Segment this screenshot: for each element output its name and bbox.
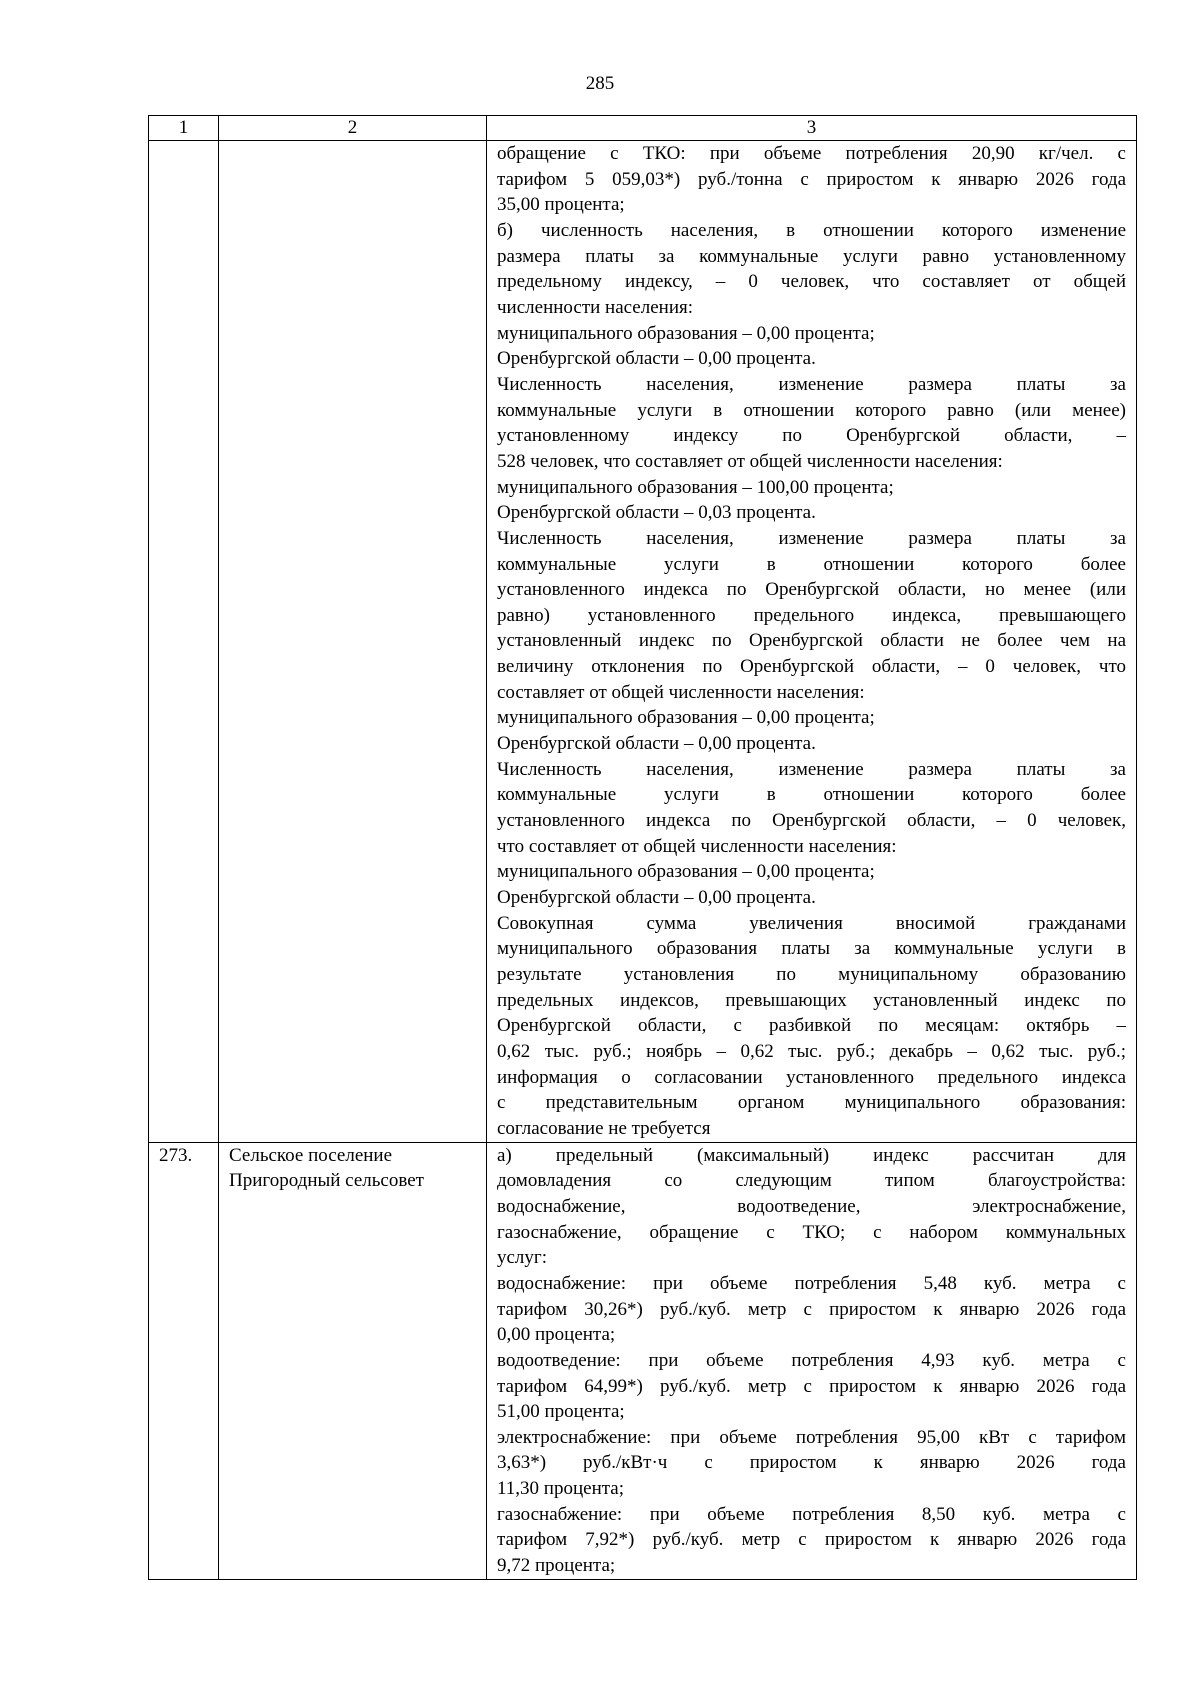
description-line: размера платы за коммунальные услуги равно установленному <box>497 245 1126 267</box>
description-line: Совокупная сумма увеличения вносимой гражданами <box>497 912 1126 934</box>
description-line: муниципального образования – 0,00 процента; <box>497 861 875 883</box>
description-line: 3,63*) руб./кВт·ч с приростом к январю 2026 года <box>497 1452 1126 1474</box>
description-line: коммунальные услуги в отношении которого более <box>497 553 1126 575</box>
description-line: 35,00 процента; <box>497 194 625 216</box>
description-line: 9,72 процента; <box>497 1555 616 1577</box>
index-description-cell <box>487 1142 1137 1579</box>
description-line: информация о согласовании установленного предельного индекса <box>497 1066 1126 1088</box>
description-line: домовладения со следующим типом благоустройства: <box>497 1170 1126 1192</box>
description-line: составляет от общей численности населения: <box>497 681 865 703</box>
description-line: газоснабжение: при объеме потребления 8,50 куб. метра с <box>497 1503 1126 1525</box>
description-line: 528 человек, что составляет от общей численности населения: <box>497 450 1003 472</box>
row-number-cell <box>149 141 219 1143</box>
settlement-name-line: Сельское поселение <box>229 1144 393 1166</box>
description-line: тарифом 30,26*) руб./куб. метр с приростом к январю 2026 года <box>497 1298 1126 1320</box>
description-line: согласование не требуется <box>497 1117 711 1139</box>
description-line: Оренбургской области – 0,00 процента. <box>497 733 816 755</box>
description-line: водоснабжение, водоотведение, электроснабжение, <box>497 1195 1126 1217</box>
settlement-name-line: Пригородный сельсовет <box>229 1170 424 1192</box>
tariff-table <box>148 115 1137 1580</box>
description-line: услуг: <box>497 1247 547 1269</box>
description-line: 11,30 процента; <box>497 1478 624 1500</box>
description-line: предельных индексов, превышающих установленный индекс по <box>497 989 1126 1011</box>
description-line: результате установления по муниципальному образованию <box>497 964 1126 985</box>
settlement-name-cell <box>219 141 487 1143</box>
description-line: коммунальные услуги в отношении которого равно (или менее) <box>497 399 1126 421</box>
settlement-name-cell <box>219 1142 487 1579</box>
table-row <box>149 1142 1137 1579</box>
description-line: а) предельный (максимальный) индекс рассчитан для <box>497 1144 1126 1166</box>
description-line: муниципального образования – 0,00 процента; <box>497 707 875 729</box>
description-line: 0,00 процента; <box>497 1324 616 1346</box>
description-line: установленному индексу по Оренбургской области, – <box>497 425 1126 447</box>
description-line: численности населения: <box>497 296 694 318</box>
description-line: муниципального образования – 100,00 процента; <box>497 476 894 498</box>
description-line: Численность населения, изменение размера платы за <box>497 527 1126 549</box>
description-line: Численность населения, изменение размера платы за <box>497 373 1126 395</box>
description-line: установленного индекса по Оренбургской области, но менее (или <box>497 579 1126 601</box>
header-cell-1: 1 <box>149 116 219 141</box>
page-number: 285 <box>585 73 615 94</box>
description-line: равно) установленного предельного индекса, превышающего <box>497 604 1126 626</box>
description-line: Оренбургской области – 0,03 процента. <box>497 502 816 524</box>
description-line: тарифом 64,99*) руб./куб. метр с приростом к январю 2026 года <box>497 1375 1126 1397</box>
description-line: коммунальные услуги в отношении которого более <box>497 784 1126 806</box>
description-line: предельному индексу, – 0 человек, что составляет от общей <box>497 271 1126 293</box>
description-line: величину отклонения по Оренбургской области, – 0 человек, что <box>497 656 1126 678</box>
description-line: 51,00 процента; <box>497 1401 625 1423</box>
header-cell-2: 2 <box>219 116 487 141</box>
description-line: что составляет от общей численности населения: <box>497 835 897 857</box>
description-line: электроснабжение: при объеме потребления 95,00 кВт с тарифом <box>497 1426 1126 1448</box>
description-line: б) численность населения, в отношении которого изменение <box>497 219 1126 241</box>
description-line: с представительным органом муниципального образования: <box>497 1092 1126 1114</box>
description-line: муниципального образования платы за коммунальные услуги в <box>497 938 1126 960</box>
description-line: установленный индекс по Оренбургской области не более чем на <box>497 630 1126 652</box>
index-description-cell <box>487 141 1137 1143</box>
description-line: муниципального образования – 0,00 процента; <box>497 322 875 344</box>
description-line: тарифом 7,92*) руб./куб. метр с приростом к январю 2026 года <box>497 1529 1126 1551</box>
description-line: Оренбургской области – 0,00 процента. <box>497 348 816 370</box>
description-line: Численность населения, изменение размера платы за <box>497 758 1126 780</box>
description-line: водоснабжение: при объеме потребления 5,48 куб. метра с <box>497 1272 1126 1294</box>
row-number-cell: 273. <box>149 1142 219 1579</box>
description-line: Оренбургской области – 0,00 процента. <box>497 887 816 909</box>
table-header-row <box>149 116 1137 141</box>
header-cell-3: 3 <box>487 116 1137 141</box>
description-line: Оренбургской области, с разбивкой по месяцам: октябрь – <box>497 1015 1126 1037</box>
description-line: газоснабжение, обращение с ТКО; с набором коммунальных <box>497 1221 1126 1243</box>
description-line: 0,62 тыс. руб.; ноябрь – 0,62 тыс. руб.; декабрь – 0,62 тыс. руб.; <box>497 1040 1126 1062</box>
description-line: водоотведение: при объеме потребления 4,93 куб. метра с <box>497 1349 1126 1371</box>
description-line: обращение с ТКО: при объеме потребления 20,90 кг/чел. с <box>497 143 1126 164</box>
description-line: установленного индекса по Оренбургской области, – 0 человек, <box>497 810 1126 832</box>
table-row <box>149 141 1137 1143</box>
description-line: тарифом 5 059,03*) руб./тонна с приростом к январю 2026 года <box>497 168 1126 190</box>
